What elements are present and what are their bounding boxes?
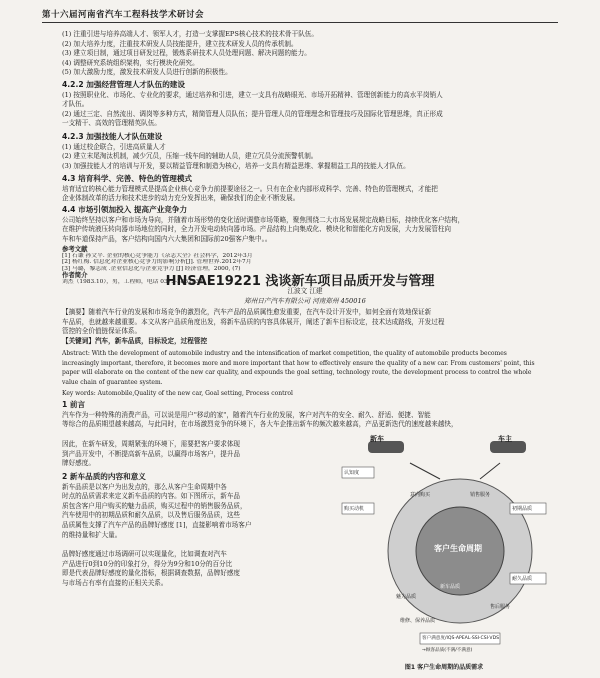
paragraph-line: 车品质，也就越来越重要。本文从客户品质角度出发，将新车品质的内容具体展开，阐述了新车目标设定，技术达成路线，开发过程: [62, 317, 445, 326]
keywords-en: Key words: Automobile,Quality of the new car, Goal setting, Process control: [62, 390, 293, 398]
section-2: [62, 472, 334, 540]
paragraph-line: 时点的品质需求来定义新车品质的内容。如下图所示，新车品: [62, 492, 241, 501]
paragraph-line: 管控的全价值链保证体系。: [62, 327, 142, 336]
running-head: 第十六届河南省汽车工程科技学术研讨会: [42, 8, 558, 23]
label-owner: 车主: [498, 435, 512, 443]
section-4-4: [62, 205, 548, 244]
section-1-left: [62, 440, 334, 469]
figure-caption: 图1 客户生命周期的品质需求: [404, 664, 484, 671]
article-title: HNSAE19221 浅谈新车项目品质开发与管理: [165, 274, 435, 289]
section-4-2-2: [62, 80, 548, 129]
section-heading: 4.2.2 加强经营管理人才队伍的建设: [62, 80, 185, 89]
abstract-en: [62, 349, 548, 399]
paragraph-line: (2) 通过三定、自然流出、调岗等多种方式，精简管理人员队伍；提升管理人员的管理理念和管理技巧及国际化管理思维，真正形成: [62, 109, 443, 118]
node-label: 维修、保养品质: [400, 618, 436, 624]
list-item: (3) 建立项目制，通过项目研发过程，锻炼系研技术人员处理问题、解决问题的能力。: [62, 49, 311, 58]
paragraph-line: 与市场占有率有直接的正相关关系。: [62, 578, 168, 587]
paragraph-line: 才队伍。: [62, 100, 89, 109]
paragraph-line: paper will elaborate on the content of the new car quality, and expounds the goal setting, technology route, the development process to control the whole: [62, 369, 532, 377]
node-label: 初期品质: [512, 506, 533, 512]
paragraph-line: 到产品开发中，不断提高新车品质，以赢得市场客户，提升品: [62, 449, 241, 458]
node-label: 耐久品质: [512, 576, 533, 582]
bottom-label: 客户满意度/IQS·APEAL·SSI·CSI·VDS: [422, 636, 500, 641]
node-label: 售后服务: [490, 604, 511, 610]
paragraph-line: (2) 建立末尾淘汰机制，减少冗员，压缩一线车间的辅助人员，建立冗员分流预警机制。: [62, 152, 318, 161]
node-label: 购买动机: [344, 506, 365, 512]
paragraph-line: 新车品质是以客户为出发点的，那么从客户生命周期中各: [62, 482, 227, 491]
paragraph-line: 即是代表品牌好感度的量化指标，根据调查数据，品牌好感度: [62, 569, 241, 578]
list-item: (2) 加大培养力度，注重技术研发人员技能提升，建立技术研发人员的传承机制。: [62, 39, 298, 48]
section-heading: 4.2.3 加强技能人才队伍建设: [62, 132, 163, 141]
paragraph-line: 一支精干、高效的管理精英队伍。: [62, 119, 161, 128]
paragraph-line: 培育适宜的核心能力管理模式是提高企业核心竞争力前提要途径之一。只有在企业内部形成科学、完善、特色的管理模式，才能把: [62, 184, 438, 193]
bottom-label-2: →顾客品质(不满/不满意): [422, 648, 473, 653]
paragraph-line: value chain of guarantee system.: [62, 378, 163, 386]
list-item: (4) 调整研究系统组织架构，实行模块化研究。: [62, 58, 199, 67]
paragraph-line: 等综合的品质期望越来越高，与此同时，在市场激烈竞争的环境下，各大车企推出新车的频次越来越高，产品更新迭代的速度越来越快，: [62, 420, 458, 429]
keywords-cn: 【关键词】汽车，新车品质，目标设定，过程管控: [62, 336, 208, 345]
list-item: (1) 注重引进与培养高端人才、领军人才，打造一支掌握EPS核心技术的技术骨干队伍。: [62, 30, 318, 38]
paragraph-line: Abstract: With the development of automobile industry and the intensification of market competition, the quality of automobile products becomes: [62, 350, 507, 357]
paragraph-line: 品质属性支撑了汽车产品的品牌好感度 [1]，直接影响着市场客户: [62, 520, 252, 529]
figure-labels: [340, 433, 548, 661]
label-new-car: 新车: [370, 435, 384, 443]
node-label: 意向购买: [410, 492, 431, 498]
paragraph-line: 因此，在新车研发，周期紧张的环境下，需要把客户要求体现: [62, 440, 241, 448]
list-item: (5) 加大激励力度，激发技术研发人员进行创新的积极性。: [62, 68, 232, 77]
reference-item: [1] 石谦 孙文平. 企业的核心竞争能力《杂志大全》社会科学，2012年3月: [62, 252, 253, 259]
paragraph-line: 产品进行0到10分的印象打分，得分为9分和10分的百分比: [62, 559, 233, 568]
section-1: [62, 400, 548, 430]
author-info: 刘杰（1983.10），男，工程师，电话 0373-3862932。: [62, 278, 209, 285]
paragraph-line: increasingly important, therefore, it becomes more and more important that how to effectively ensure the quality of a new car. From customers' point, this: [62, 359, 535, 367]
paragraph-line: (3) 加强技能人才的培训与开发，要以精益管理和制造为核心，培养一支具有精益思维、掌握精益工具的技能人才队伍。: [62, 161, 410, 170]
node-label: 魅力品质: [396, 594, 417, 600]
paragraph-line: (1) 按照职业化、市场化、专业化的要求，通过培养和引进，建立一支具有战略眼光、市场开拓精神、管理创新能力的高水平岗销人: [62, 90, 443, 99]
section-heading: 4.4 市场引领加投入 提高产业竞争力: [62, 205, 188, 214]
node-label: 新车品质: [440, 584, 461, 590]
paragraph-line: 牌好感度。: [62, 459, 95, 468]
paragraph-line: (1) 通过校企联合，引进高质量人才: [62, 142, 166, 151]
paragraph-line: 质包含客户用户购买的魅力品质，购买过程中的销售服务品质，: [62, 501, 247, 510]
paragraph-line: 汽车使用中的初期品质和耐久品质，以及售后服务品质，这些: [62, 511, 241, 520]
references-author: [62, 246, 548, 286]
article-affiliation: 郑州日产汽车有限公司 河南郑州 450016: [244, 296, 366, 305]
paragraph-line: 品牌好感度通过市场调研可以实现量化，比如调查对汽车: [62, 550, 227, 558]
section-heading: 1 前言: [62, 400, 86, 409]
top-list: [62, 30, 548, 78]
section-heading: 4.3 培育科学、完善、特色的管理模式: [62, 174, 193, 183]
center-label: 客户生命周期: [434, 544, 482, 553]
article-header: [62, 287, 548, 306]
paragraph-line: 企业体制改革的活力和技术进步的动力充分发挥出来，确保我们的企业不断发展。: [62, 194, 300, 203]
section-2-cont: [62, 550, 334, 588]
section-4-2-3: [62, 132, 548, 171]
paragraph-line: 【摘要】随着汽车行业的发展和市场竞争的激烈化，汽车产品的品质属性愈发重要，在汽车设计开发中，如何全面有效地保证新: [62, 308, 432, 316]
node-label: 认知度: [344, 470, 360, 476]
section-heading: 2 新车品质的内容和意义: [62, 472, 146, 481]
reference-item: [2] 杨红梅. 信息化对企业核心竞争力的影响分析[J]. 管理世界.2012年7月: [62, 259, 252, 266]
section-4-3: [62, 174, 548, 204]
figure-customer-lifecycle: [340, 433, 548, 673]
paragraph-line: 汽车作为一种特殊的消费产品，可以说是用户"移动的家"，随着汽车行业的发展，客户对汽车的安全、耐久、舒适、便捷、智能: [62, 410, 431, 419]
paragraph-line: 在维护传统液压转向器市场地位的同时，全力开发电动转向器市场。产品结构上向集成化、模块化和智能化方向发展，大力发展管柱向: [62, 225, 452, 234]
author-heading: 作者简介: [62, 271, 88, 280]
abstract-cn: [62, 308, 548, 346]
paragraph-line: 的维持量和扩大量。: [62, 530, 122, 539]
references-heading: 参考文献: [62, 245, 88, 253]
paragraph-line: 公司始终坚持以客户和市场为导向，并随着市场形势的变化适时调整市场策略，聚焦围绕二大市场发展规定战略目标，持续优化客户结构，: [62, 215, 465, 224]
article-authors: 江波文 江建: [287, 287, 323, 295]
reference-item: [3] 马璐，黎志成 .企业信息化与企业竞争力 [J] 经济管理，2000, (7): [62, 265, 241, 272]
paragraph-line: 车和车道保持产品，客户结构向国内六大集团和国际前20强客户集中。。: [62, 234, 272, 243]
node-label: 销售服务: [470, 492, 491, 498]
